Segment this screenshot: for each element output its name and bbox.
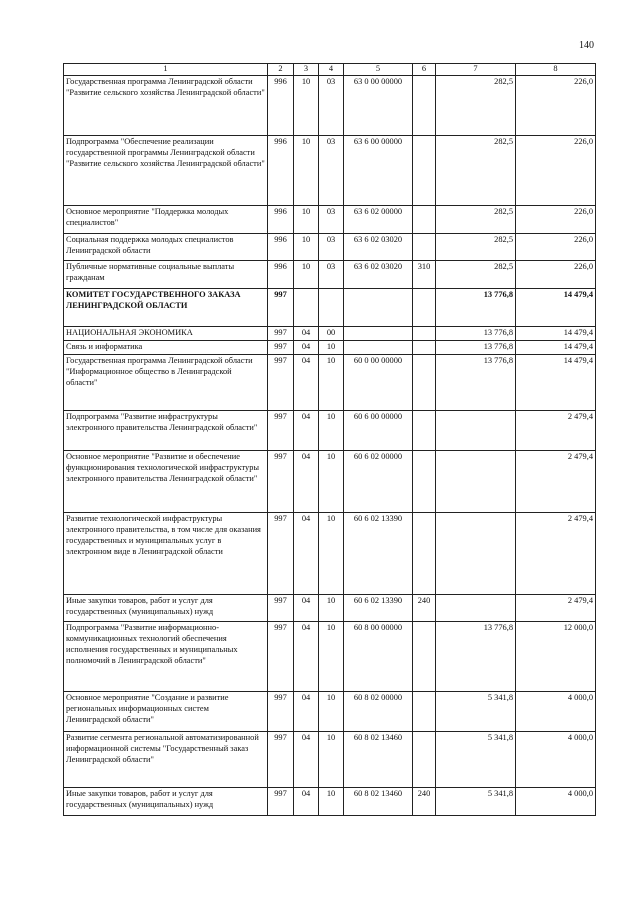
amount-cell-7: 282,5 (436, 205, 516, 233)
amount-cell-7: 13 776,8 (436, 621, 516, 691)
table-row (64, 594, 596, 621)
code-cell-6 (413, 288, 436, 326)
amount-cell-8: 12 000,0 (516, 621, 596, 691)
code-cell-3: 04 (294, 340, 319, 354)
code-cell-2: 997 (268, 450, 294, 512)
code-cell-6 (413, 731, 436, 787)
code-cell-5: 60 8 02 13460 (344, 787, 413, 815)
code-cell-2: 997 (268, 621, 294, 691)
header-col-6: 6 (413, 64, 436, 76)
code-cell-6 (413, 75, 436, 135)
name-cell: НАЦИОНАЛЬНАЯ ЭКОНОМИКА (64, 326, 268, 340)
code-cell-3: 04 (294, 410, 319, 450)
table-body (64, 75, 596, 815)
code-cell-3: 04 (294, 787, 319, 815)
code-cell-5: 63 6 02 03020 (344, 260, 413, 288)
code-cell-4: 03 (319, 260, 344, 288)
name-cell: Основное мероприятие "Поддержка молодых специалистов" (64, 205, 268, 233)
table-row (64, 450, 596, 512)
code-cell-5: 63 0 00 00000 (344, 75, 413, 135)
code-cell-4: 10 (319, 340, 344, 354)
name-cell: Основное мероприятие "Развитие и обеспечение функционирования технологической инфраструктуры электронного правительства Ленинградской области" (64, 450, 268, 512)
table-row (64, 260, 596, 288)
amount-cell-8: 14 479,4 (516, 326, 596, 340)
table-row (64, 75, 596, 135)
code-cell-2: 997 (268, 410, 294, 450)
table-row (64, 621, 596, 691)
amount-cell-8: 226,0 (516, 135, 596, 205)
header-col-2: 2 (268, 64, 294, 76)
code-cell-5: 60 6 02 13390 (344, 512, 413, 594)
header-col-1: 1 (64, 64, 268, 76)
amount-cell-8: 2 479,4 (516, 512, 596, 594)
name-cell: Государственная программа Ленинградской области "Развитие сельского хозяйства Ленинградской области" (64, 75, 268, 135)
amount-cell-8: 4 000,0 (516, 691, 596, 731)
code-cell-6 (413, 340, 436, 354)
code-cell-5 (344, 340, 413, 354)
amount-cell-8: 2 479,4 (516, 594, 596, 621)
code-cell-4: 10 (319, 450, 344, 512)
amount-cell-7: 5 341,8 (436, 787, 516, 815)
amount-cell-8: 226,0 (516, 233, 596, 260)
code-cell-3: 10 (294, 135, 319, 205)
code-cell-5: 60 8 02 13460 (344, 731, 413, 787)
code-cell-3: 04 (294, 621, 319, 691)
budget-table (63, 63, 596, 816)
code-cell-4: 03 (319, 75, 344, 135)
code-cell-6 (413, 691, 436, 731)
code-cell-5: 60 0 00 00000 (344, 354, 413, 410)
amount-cell-7: 282,5 (436, 233, 516, 260)
code-cell-2: 996 (268, 135, 294, 205)
code-cell-2: 997 (268, 594, 294, 621)
code-cell-4: 10 (319, 621, 344, 691)
header-col-3: 3 (294, 64, 319, 76)
table-row (64, 512, 596, 594)
amount-cell-7 (436, 450, 516, 512)
code-cell-3: 10 (294, 260, 319, 288)
code-cell-2: 996 (268, 75, 294, 135)
code-cell-4 (319, 288, 344, 326)
code-cell-5: 60 6 02 13390 (344, 594, 413, 621)
code-cell-4: 10 (319, 787, 344, 815)
amount-cell-7: 5 341,8 (436, 731, 516, 787)
table-row (64, 233, 596, 260)
name-cell: Государственная программа Ленинградской области "Информационное общество в Ленинградской области" (64, 354, 268, 410)
code-cell-6 (413, 135, 436, 205)
code-cell-5: 63 6 02 00000 (344, 205, 413, 233)
code-cell-2: 997 (268, 340, 294, 354)
code-cell-3: 10 (294, 233, 319, 260)
amount-cell-7: 13 776,8 (436, 354, 516, 410)
amount-cell-8: 4 000,0 (516, 731, 596, 787)
code-cell-6 (413, 410, 436, 450)
code-cell-3: 04 (294, 512, 319, 594)
amount-cell-8: 14 479,4 (516, 340, 596, 354)
code-cell-2: 997 (268, 731, 294, 787)
code-cell-2: 997 (268, 288, 294, 326)
code-cell-3: 04 (294, 594, 319, 621)
header-col-5: 5 (344, 64, 413, 76)
code-cell-4: 10 (319, 594, 344, 621)
code-cell-6 (413, 326, 436, 340)
amount-cell-8: 4 000,0 (516, 787, 596, 815)
name-cell: Связь и информатика (64, 340, 268, 354)
name-cell: Иные закупки товаров, работ и услуг для государственных (муниципальных) нужд (64, 594, 268, 621)
code-cell-4: 03 (319, 233, 344, 260)
code-cell-2: 996 (268, 205, 294, 233)
amount-cell-7: 282,5 (436, 75, 516, 135)
code-cell-3: 04 (294, 450, 319, 512)
code-cell-5: 63 6 02 03020 (344, 233, 413, 260)
table-row (64, 205, 596, 233)
name-cell: Подпрограмма "Развитие инфраструктуры электронного правительства Ленинградской области" (64, 410, 268, 450)
code-cell-6 (413, 450, 436, 512)
amount-cell-7 (436, 594, 516, 621)
table-row (64, 354, 596, 410)
code-cell-2: 997 (268, 326, 294, 340)
code-cell-3: 10 (294, 75, 319, 135)
code-cell-6: 310 (413, 260, 436, 288)
code-cell-5: 60 8 02 00000 (344, 691, 413, 731)
amount-cell-8: 226,0 (516, 205, 596, 233)
name-cell: Развитие технологической инфраструктуры электронного правительства, в том числе для оказания государственных и муниципальных услуг в электронном виде в Ленинградской области (64, 512, 268, 594)
code-cell-3: 10 (294, 205, 319, 233)
code-cell-6 (413, 205, 436, 233)
name-cell: Подпрограмма "Развитие информационно-коммуникационных технологий обеспечения исполнения государственных и муниципальных полномочий в Ленинградской области" (64, 621, 268, 691)
code-cell-5: 63 6 00 00000 (344, 135, 413, 205)
code-cell-6 (413, 233, 436, 260)
code-cell-3: 04 (294, 691, 319, 731)
table-row (64, 787, 596, 815)
code-cell-6 (413, 354, 436, 410)
code-cell-2: 996 (268, 233, 294, 260)
table-row (64, 410, 596, 450)
amount-cell-7: 5 341,8 (436, 691, 516, 731)
code-cell-4: 10 (319, 691, 344, 731)
code-cell-4: 10 (319, 512, 344, 594)
code-cell-6: 240 (413, 594, 436, 621)
header-col-4: 4 (319, 64, 344, 76)
amount-cell-7 (436, 512, 516, 594)
code-cell-4: 10 (319, 354, 344, 410)
code-cell-3 (294, 288, 319, 326)
code-cell-6 (413, 512, 436, 594)
name-cell: Социальная поддержка молодых специалистов Ленинградской области (64, 233, 268, 260)
name-cell: Иные закупки товаров, работ и услуг для государственных (муниципальных) нужд (64, 787, 268, 815)
code-cell-6 (413, 621, 436, 691)
amount-cell-8: 14 479,4 (516, 288, 596, 326)
code-cell-2: 997 (268, 354, 294, 410)
code-cell-5 (344, 288, 413, 326)
code-cell-2: 996 (268, 260, 294, 288)
table-row (64, 326, 596, 340)
code-cell-3: 04 (294, 731, 319, 787)
code-cell-4: 10 (319, 410, 344, 450)
code-cell-5: 60 8 00 00000 (344, 621, 413, 691)
header-col-8: 8 (516, 64, 596, 76)
name-cell: Основное мероприятие "Создание и развитие региональных информационных систем Ленинградской области" (64, 691, 268, 731)
amount-cell-8: 14 479,4 (516, 354, 596, 410)
amount-cell-8: 2 479,4 (516, 450, 596, 512)
name-cell: Публичные нормативные социальные выплаты гражданам (64, 260, 268, 288)
header-col-7: 7 (436, 64, 516, 76)
code-cell-2: 997 (268, 787, 294, 815)
code-cell-2: 997 (268, 691, 294, 731)
code-cell-4: 03 (319, 205, 344, 233)
page-number: 140 (579, 40, 594, 51)
code-cell-5 (344, 326, 413, 340)
amount-cell-7 (436, 410, 516, 450)
amount-cell-8: 2 479,4 (516, 410, 596, 450)
code-cell-3: 04 (294, 326, 319, 340)
code-cell-3: 04 (294, 354, 319, 410)
amount-cell-8: 226,0 (516, 260, 596, 288)
table-row (64, 288, 596, 326)
code-cell-4: 00 (319, 326, 344, 340)
table-row (64, 691, 596, 731)
amount-cell-7: 13 776,8 (436, 288, 516, 326)
table-row (64, 731, 596, 787)
amount-cell-7: 13 776,8 (436, 340, 516, 354)
table-header-row (64, 64, 596, 76)
amount-cell-8: 226,0 (516, 75, 596, 135)
amount-cell-7: 282,5 (436, 135, 516, 205)
code-cell-5: 60 6 02 00000 (344, 450, 413, 512)
code-cell-4: 03 (319, 135, 344, 205)
code-cell-4: 10 (319, 731, 344, 787)
table-row (64, 340, 596, 354)
amount-cell-7: 282,5 (436, 260, 516, 288)
code-cell-2: 997 (268, 512, 294, 594)
amount-cell-7: 13 776,8 (436, 326, 516, 340)
code-cell-6: 240 (413, 787, 436, 815)
name-cell: Подпрограмма "Обеспечение реализации государственной программы Ленинградской области "Развитие сельского хозяйства Ленинградской области" (64, 135, 268, 205)
name-cell: Развитие сегмента региональной автоматизированной информационной системы "Государственный заказ Ленинградской области" (64, 731, 268, 787)
name-cell: КОМИТЕТ ГОСУДАРСТВЕННОГО ЗАКАЗА ЛЕНИНГРАДСКОЙ ОБЛАСТИ (64, 288, 268, 326)
table-row (64, 135, 596, 205)
code-cell-5: 60 6 00 00000 (344, 410, 413, 450)
